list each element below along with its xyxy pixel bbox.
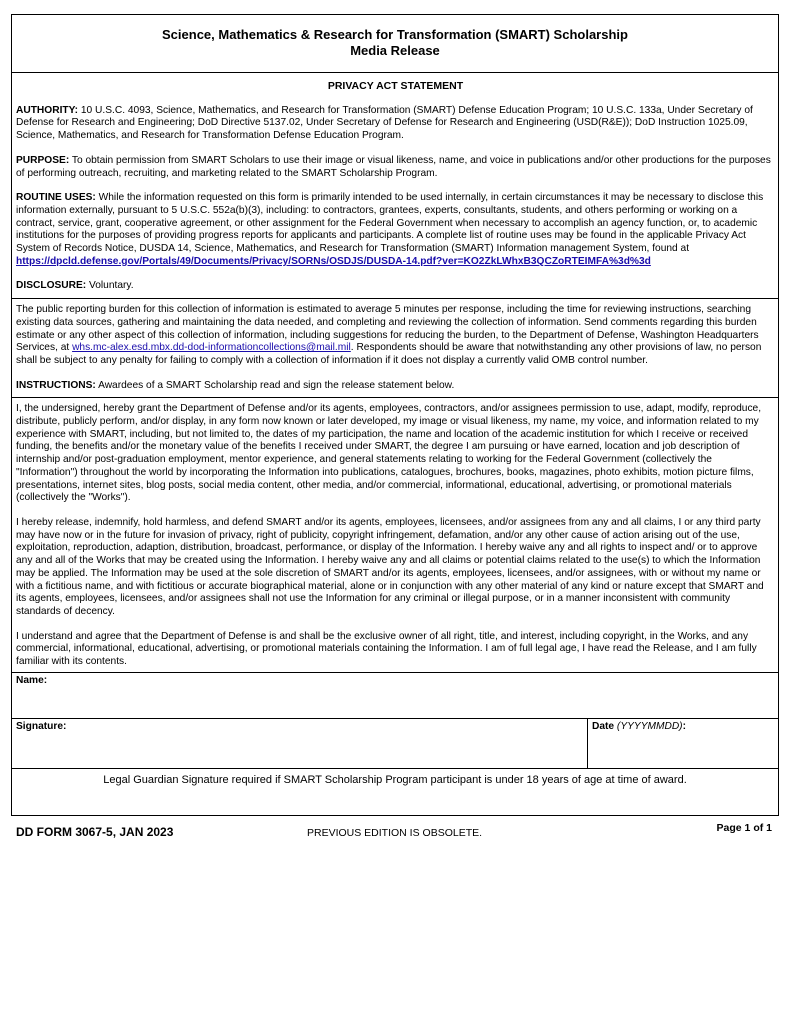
- disclosure-label: DISCLOSURE:: [16, 280, 87, 292]
- guardian-note: Legal Guardian Signature required if SMART Scholarship Program participant is under 18 years of age at time of award.: [12, 768, 778, 792]
- authority-label: AUTHORITY:: [16, 104, 79, 116]
- release-paragraph-2: I hereby release, indemnify, hold harmless, and defend SMART and/or its agents, employees, licensees, and/or assignees from any and all claims, I or any third party may have now or in the future for invasion of privacy, right of publicity, copyright infringement, defamation, and/or any other cause of action arising out of the use, exploitation, reproduction, adaption, distribution, broadcast, performance, or display of the Information. I hereby waive any and all rights to inspect and/ or to approve any and all of the Works that may be created using the Information. I hereby waive any and all claims or potential claims related to the use(s) to which the Information may be applied. The Information may be used at the sole discretion of SMART and/or its agents, employees, licensees, and/or assignees, with or without my name or with a fictitious name, and with fictitious or accurate biographical material, alone or in conjunction with any other material of any kind or nature except that SMART and its agents, employees, licensees, and/or assignees shall not use the Information for any criminal or illegal purpose, or in a manner inconsistent with community standards of decency.: [16, 516, 764, 617]
- routine-uses-text: While the information requested on this form is primarily intended to be used internally, in certain circumstances it may be necessary to disclose this information externally, pursuant to 5 U.S.C. 552a(b)(3), including: to contractors, grantees, experts, consultants, students, and others performing or working on a contract, service, grant, cooperative agreement, or other assignment for the Federal Government when necessary to accomplish an agency function, or, to academic institutions for the purposes of providing progress reports for applicants and participants. A complete list of routine uses may be found in the applicable Privacy Act System of Records Notice, DUSDA 14, Science, Mathematics, and Research for Transformation (SMART) Information management System, found at: [16, 192, 764, 255]
- instructions-text: Awardees of a SMART Scholarship read and sign the release statement below.: [95, 379, 455, 391]
- form-title-line2: Media Release: [350, 43, 440, 58]
- date-format-hint: (YYYYMMDD): [616, 720, 683, 732]
- disclosure-text: Voluntary.: [86, 280, 134, 292]
- release-paragraph-1: I, the undersigned, hereby grant the Department of Defense and/or its agents, employees, contractors, and/or assignees permission to use, adapt, modify, reproduce, distribute, publicly perform, and/or display, in any form now known or later developed, my image or visual likeness, my name, my voice, and information related to my experience with SMART, including, but not limited to, the dates of my participation, the name and location of the academic institution for which I receive or received funding, the benefits and/or the monetary value of the benefits I received under SMART, the degree I am pursuing or have earned, location and job description of internship and/or post-graduation employment, mentor experience, and general statements relating to working for the Federal Government (collectively the "Information") throughout the world by incorporating the Information into publications, catalogues, brochures, books, magazines, photo exhibits, motion picture films, presentations, internet sites, blog posts, social media content, other media, and/or commercial, informational, educational, advertising, or promotional materials (collectively the "Works").: [16, 403, 762, 504]
- form-id: DD FORM 3067-5, JAN 2023: [16, 825, 174, 839]
- routine-uses-paragraph: [16, 192, 775, 268]
- burden-section: [12, 298, 778, 392]
- routine-uses-label: ROUTINE USES:: [16, 192, 96, 204]
- signature-field[interactable]: [12, 719, 588, 768]
- date-label-colon: :: [682, 720, 686, 732]
- burden-text-before: The public reporting burden for this collection of information is estimated to average 5 minutes per response, including the time for reviewing instructions, searching existing data sources, gathering and maintaining the data needed, and completing and reviewing the collection of information. Send comments regarding this burden estimate or any other aspect of this collection of information, including suggestions for reducing the burden, to the Department of Defense, Washington Headquarters Services, at: [16, 304, 759, 354]
- release-paragraph-3: I understand and agree that the Department of Defense is and shall be the exclusive owner of all right, title, and interest, including copyright, in the Works, and any commercial, informational, educational, advertising, or promotional materials containing the Information. I am of full legal age, I have read the Release, and I am fully familiar with its contents.: [16, 630, 757, 668]
- name-label: Name:: [16, 674, 48, 686]
- privacy-act-section: [12, 73, 778, 293]
- purpose-paragraph: [16, 155, 775, 180]
- date-field[interactable]: [588, 719, 778, 768]
- sorn-link[interactable]: https://dpcld.defense.gov/Portals/49/Documents/Privacy/SORNs/OSDJS/DUSDA-14.pdf?ver=KO2ZkLWhxB3QCZoRTEIMFA%3d%3d: [16, 255, 651, 267]
- date-label: [588, 719, 778, 734]
- form-title: [12, 15, 778, 73]
- burden-paragraph: [16, 304, 775, 368]
- instructions-label: INSTRUCTIONS:: [16, 379, 96, 391]
- date-label-text: Date: [592, 720, 617, 732]
- name-field[interactable]: [12, 672, 778, 718]
- instructions-paragraph: [16, 380, 775, 393]
- authority-text: 10 U.S.C. 4093, Science, Mathematics, and Research for Transformation (SMART) Defense Education Program; 10 U.S.C. 133a, Under Secretary of Defense for Research and Engineering; DoD Directive 5137.02, Under Secretary of Defense for Research and Engineering (USD(R&E)); DoD Instruction 1025.09, Science, Mathematics, and Research for Transformation Defense Education Program.: [16, 104, 753, 142]
- form-title-line1: Science, Mathematics & Research for Transformation (SMART) Scholarship: [162, 27, 628, 42]
- media-release-form: [11, 14, 779, 816]
- obsolete-notice: PREVIOUS EDITION IS OBSOLETE.: [307, 827, 483, 839]
- page-number: Page 1 of 1: [716, 822, 772, 834]
- privacy-act-heading: PRIVACY ACT STATEMENT: [327, 80, 464, 92]
- purpose-label: PURPOSE:: [16, 154, 70, 166]
- release-section: [12, 397, 778, 668]
- burden-email-link[interactable]: whs.mc-alex.esd.mbx.dd-dod-informationcollections@mail.mil: [72, 342, 351, 354]
- purpose-text: To obtain permission from SMART Scholars to use their image or visual likeness, name, and voice in publications and/or other productions for the purposes of performing outreach, recruiting, and marketing related to the SMART Scholarship Program.: [16, 154, 771, 179]
- burden-text-after: . Respondents should be aware that notwithstanding any other provisions of law, no person shall be subject to any penalty for failing to comply with a collection of information if it does not display a currently valid OMB control number.: [16, 342, 762, 366]
- signature-label: Signature:: [16, 720, 67, 732]
- disclosure-paragraph: [16, 280, 775, 293]
- signature-row: [12, 718, 778, 768]
- authority-paragraph: [16, 105, 775, 143]
